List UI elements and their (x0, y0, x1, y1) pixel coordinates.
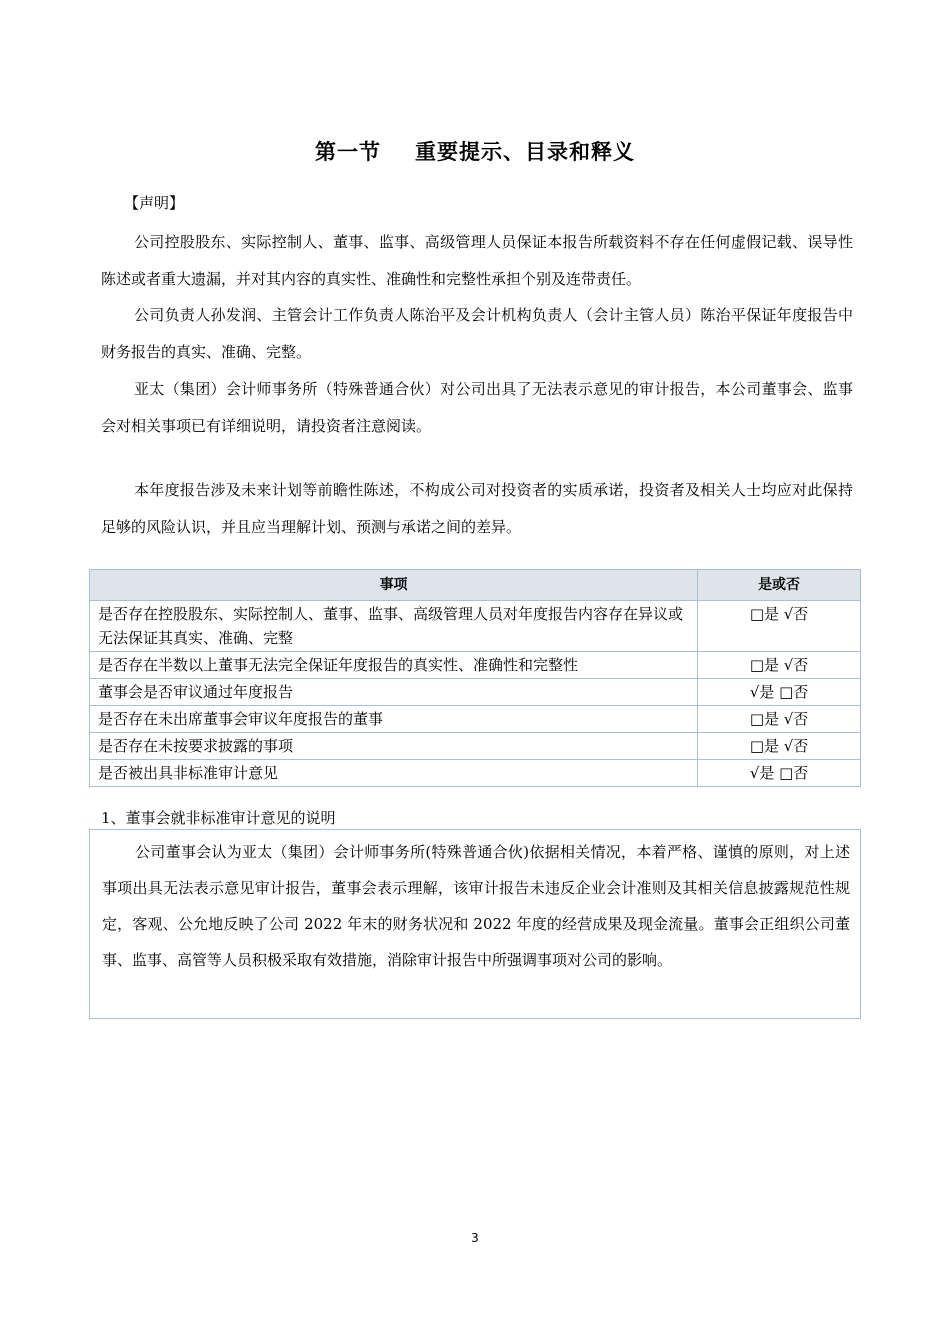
note-label: 1、董事会就非标准审计意见的说明 (101, 809, 336, 827)
row-answer: √是 □否 (698, 760, 861, 787)
paragraph-audit-opinion: 亚太（集团）会计师事务所（特殊普通合伙）对公司出具了无法表示意见的审计报告，本公司董事会、监事会对相关事项已有详细说明，请投资者注意阅读。 (101, 380, 853, 435)
items-table (89, 569, 861, 787)
header-yes-no: 是或否 (698, 570, 861, 601)
table-row (90, 706, 861, 733)
row-answer: √是 □否 (698, 679, 861, 706)
table-row (90, 601, 861, 652)
section-title: 重要提示、目录和释义 (415, 140, 635, 164)
section-number: 第一节 (315, 140, 381, 164)
row-answer: □是 √否 (698, 601, 861, 652)
paragraph-responsible-persons: 公司负责人孙发润、主管会计工作负责人陈治平及会计机构负责人（会计主管人员）陈治平保证年度报告中财务报告的真实、准确、完整。 (101, 306, 853, 361)
section-heading (0, 136, 950, 166)
row-item: 董事会是否审议通过年度报告 (90, 679, 698, 706)
page-number: 3 (471, 1231, 479, 1245)
row-answer: □是 √否 (698, 733, 861, 760)
paragraph-guarantee: 公司控股股东、实际控制人、董事、监事、高级管理人员保证本报告所载资料不存在任何虚假记载、误导性陈述或者重大遗漏，并对其内容的真实性、准确性和完整性承担个别及连带责任。 (101, 233, 853, 288)
row-item: 是否被出具非标准审计意见 (90, 760, 698, 787)
row-item: 是否存在控股股东、实际控制人、董事、监事、高级管理人员对年度报告内容存在异议或无法保证其真实、准确、完整 (90, 601, 698, 652)
row-item: 是否存在半数以上董事无法完全保证年度报告的真实性、准确性和完整性 (90, 652, 698, 679)
row-answer: □是 √否 (698, 706, 861, 733)
declaration-label: 【声明】 (124, 194, 185, 212)
row-item: 是否存在未按要求披露的事项 (90, 733, 698, 760)
table-header-row (90, 570, 861, 601)
note-box (89, 829, 861, 1019)
table-row (90, 652, 861, 679)
header-item: 事项 (90, 570, 698, 601)
row-answer: □是 √否 (698, 652, 861, 679)
table-row (90, 733, 861, 760)
note-text: 公司董事会认为亚太（集团）会计师事务所(特殊普通合伙)依据相关情况，本着严格、谨慎的原则，对上述事项出具无法表示意见审计报告，董事会表示理解，该审计报告未违反企业会计准则及其相关信息披露规范性规定，客观、公允地反映了公司 2022 年末的财务状况和 2022 年度的经营成果及现金流量。董事会正组织公司董事、监事、高管等人员积极采取有效措施，消除审计报告中所强调事项对公司的影响。 (102, 843, 850, 969)
row-item: 是否存在未出席董事会审议年度报告的董事 (90, 706, 698, 733)
table-row (90, 679, 861, 706)
table-row (90, 760, 861, 787)
paragraph-forward-looking: 本年度报告涉及未来计划等前瞻性陈述，不构成公司对投资者的实质承诺，投资者及相关人士均应对此保持足够的风险认识，并且应当理解计划、预测与承诺之间的差异。 (101, 481, 853, 536)
